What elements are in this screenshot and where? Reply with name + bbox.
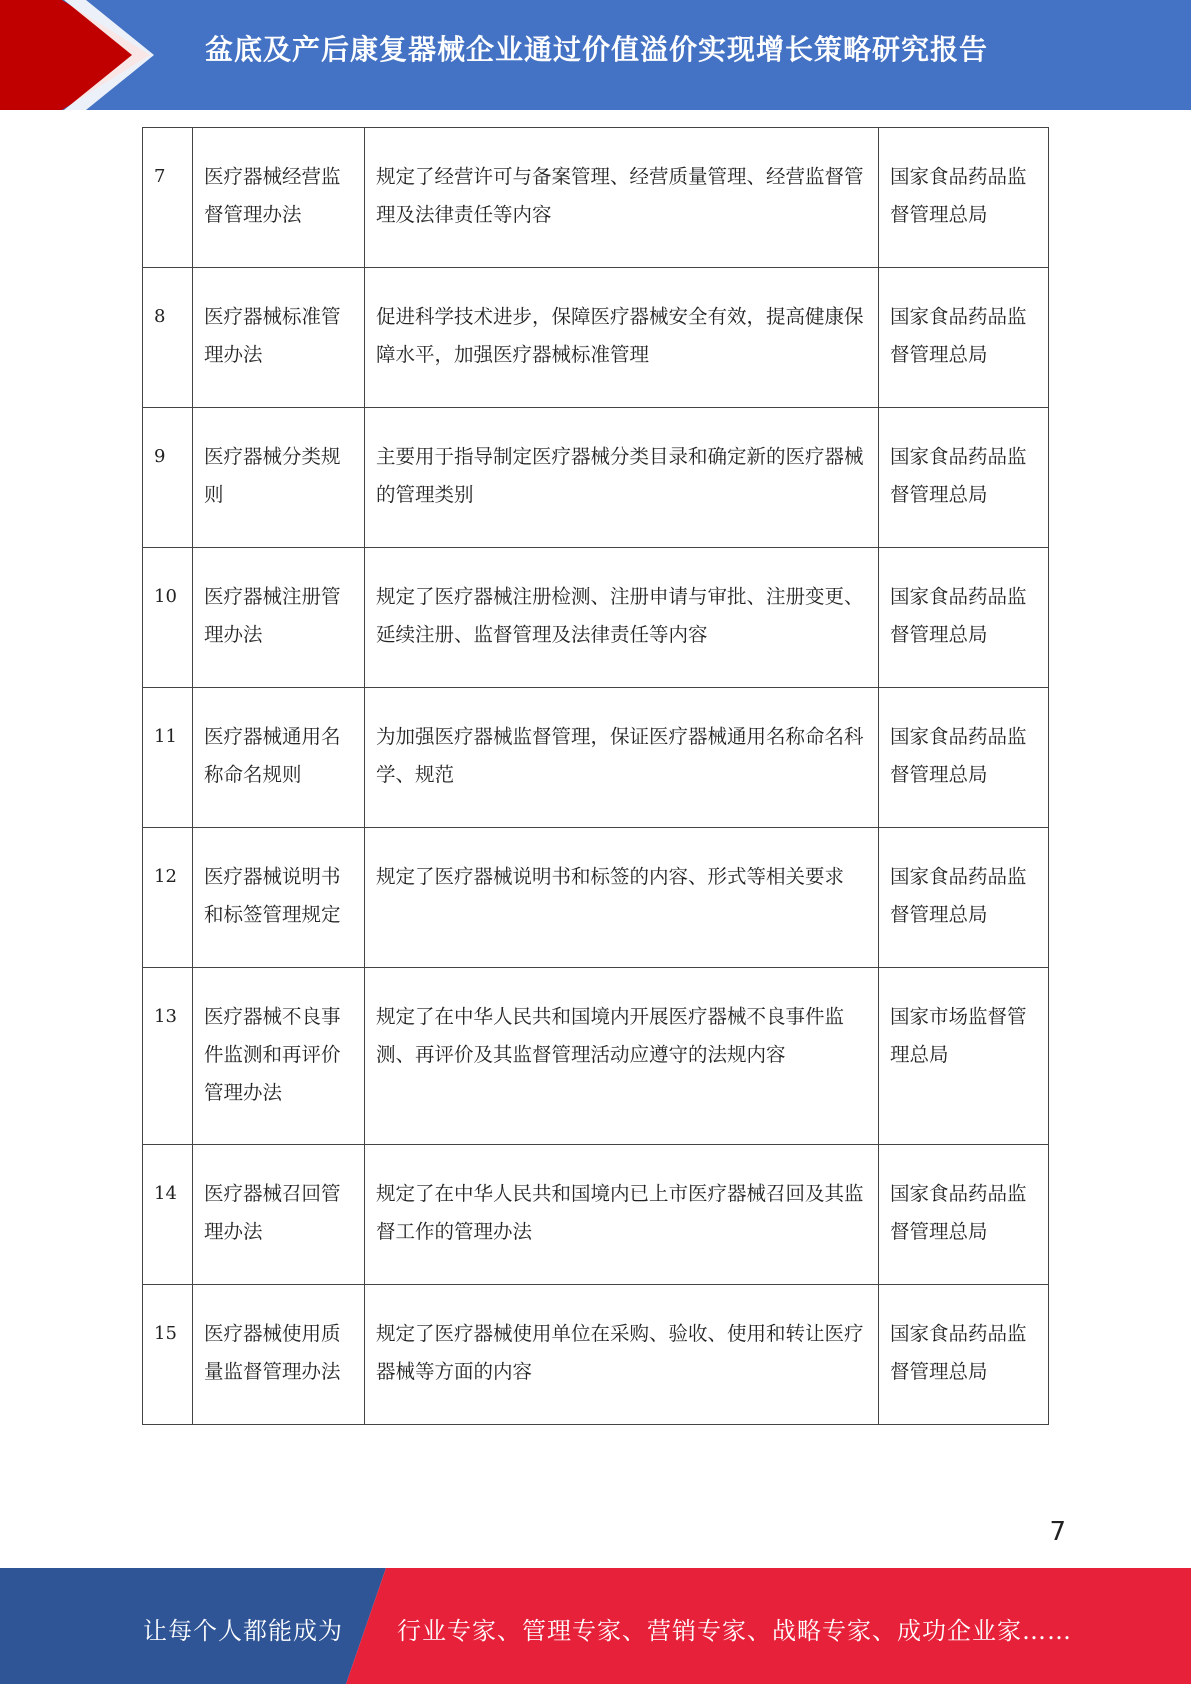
row-number-cell: 12 (143, 828, 193, 968)
issuing-authority-cell: 国家食品药品监督管理总局 (879, 1145, 1049, 1285)
regulation-description-cell: 为加强医疗器械监督管理，保证医疗器械通用名称命名科学、规范 (365, 688, 879, 828)
footer-slogan-right: 行业专家、管理专家、营销专家、战略专家、成功企业家…… (397, 1617, 1072, 1645)
regulation-name-cell: 医疗器械注册管理办法 (193, 548, 365, 688)
regulation-description-cell: 促进科学技术进步，保障医疗器械安全有效，提高健康保障水平，加强医疗器械标准管理 (365, 268, 879, 408)
row-number-cell: 15 (143, 1285, 193, 1425)
regulation-description-cell: 规定了医疗器械说明书和标签的内容、形式等相关要求 (365, 828, 879, 968)
regulation-name-cell: 医疗器械分类规则 (193, 408, 365, 548)
report-title: 盆底及产后康复器械企业通过价值溢价实现增长策略研究报告 (205, 33, 989, 66)
regulation-description-cell: 规定了医疗器械注册检测、注册申请与审批、注册变更、延续注册、监督管理及法律责任等内容 (365, 548, 879, 688)
regulation-name-cell: 医疗器械使用质量监督管理办法 (193, 1285, 365, 1425)
issuing-authority-cell: 国家食品药品监督管理总局 (879, 268, 1049, 408)
issuing-authority-cell: 国家食品药品监督管理总局 (879, 828, 1049, 968)
regulations-table (142, 127, 1049, 1425)
regulations-table-container (142, 127, 1048, 1425)
regulation-description-cell: 规定了经营许可与备案管理、经营质量管理、经营监督管理及法律责任等内容 (365, 128, 879, 268)
row-number-cell: 11 (143, 688, 193, 828)
row-number-cell: 13 (143, 968, 193, 1145)
page-number: 7 (1049, 1517, 1066, 1547)
issuing-authority-cell: 国家食品药品监督管理总局 (879, 1285, 1049, 1425)
table-row (143, 1285, 1049, 1425)
regulations-table-body (143, 128, 1049, 1425)
row-number-cell: 8 (143, 268, 193, 408)
row-number-cell: 10 (143, 548, 193, 688)
page-footer (0, 1568, 1191, 1684)
row-number-cell: 14 (143, 1145, 193, 1285)
regulation-name-cell: 医疗器械不良事件监测和再评价管理办法 (193, 968, 365, 1145)
issuing-authority-cell: 国家食品药品监督管理总局 (879, 548, 1049, 688)
regulation-description-cell: 规定了在中华人民共和国境内已上市医疗器械召回及其监督工作的管理办法 (365, 1145, 879, 1285)
regulation-name-cell: 医疗器械经营监督管理办法 (193, 128, 365, 268)
regulation-name-cell: 医疗器械通用名称命名规则 (193, 688, 365, 828)
table-row (143, 828, 1049, 968)
issuing-authority-cell: 国家食品药品监督管理总局 (879, 128, 1049, 268)
row-number-cell: 7 (143, 128, 193, 268)
regulation-name-cell: 医疗器械召回管理办法 (193, 1145, 365, 1285)
row-number-cell: 9 (143, 408, 193, 548)
issuing-authority-cell: 国家市场监督管理总局 (879, 968, 1049, 1145)
table-row (143, 688, 1049, 828)
regulation-name-cell: 医疗器械标准管理办法 (193, 268, 365, 408)
regulation-description-cell: 规定了医疗器械使用单位在采购、验收、使用和转让医疗器械等方面的内容 (365, 1285, 879, 1425)
table-row (143, 268, 1049, 408)
table-row (143, 408, 1049, 548)
regulation-description-cell: 主要用于指导制定医疗器械分类目录和确定新的医疗器械的管理类别 (365, 408, 879, 548)
issuing-authority-cell: 国家食品药品监督管理总局 (879, 688, 1049, 828)
regulation-description-cell: 规定了在中华人民共和国境内开展医疗器械不良事件监测、再评价及其监督管理活动应遵守的法规内容 (365, 968, 879, 1145)
table-row (143, 548, 1049, 688)
footer-slogan-left: 让每个人都能成为 (143, 1617, 343, 1645)
table-row (143, 968, 1049, 1145)
table-row (143, 1145, 1049, 1285)
regulation-name-cell: 医疗器械说明书和标签管理规定 (193, 828, 365, 968)
page-header (0, 0, 1191, 110)
table-row (143, 128, 1049, 268)
issuing-authority-cell: 国家食品药品监督管理总局 (879, 408, 1049, 548)
